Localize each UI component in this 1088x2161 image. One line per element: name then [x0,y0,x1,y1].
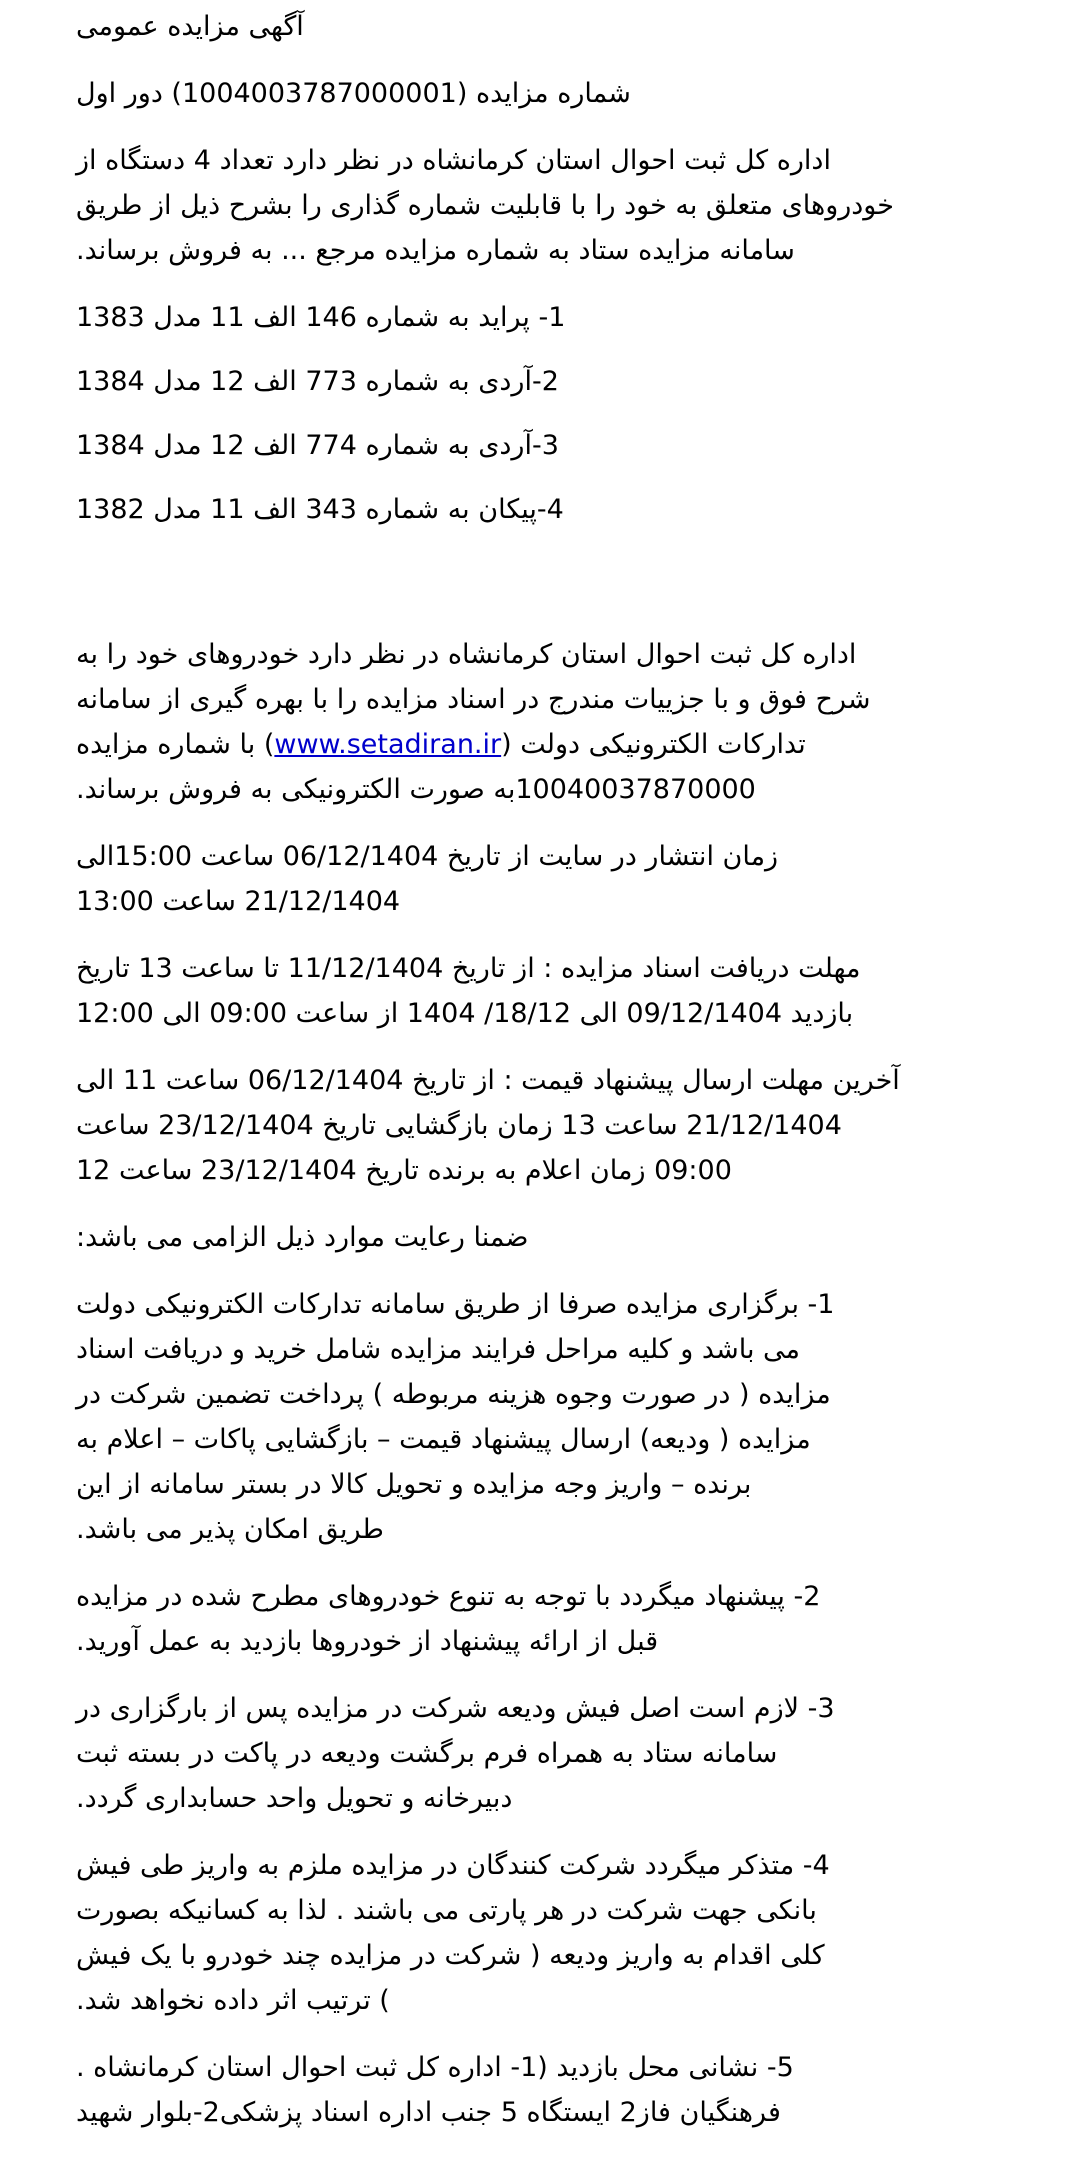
schedule-paragraph [76,834,1046,924]
vehicle-item [76,295,1046,340]
condition-line: برنده – واریز وجه مزایده و تحویل کالا در بستر سامانه از این [76,1469,752,1500]
condition-line: 2- پیشنهاد میگردد با توجه به تنوع خودروهای مطرح شده در مزایده [76,1581,821,1612]
condition-line: ) ترتیب اثر داده نخواهد شد. [76,1985,390,2016]
description-paragraph [76,632,1046,812]
auction-notice-document [76,4,1046,2157]
condition-line: می باشد و کلیه مراحل فرایند مزایده شامل خرید و دریافت اسناد [76,1334,801,1365]
condition-line: 3- لازم است اصل فیش ودیعه شرکت در مزایده پس از بارگزاری در [76,1693,835,1724]
vehicle-line: 4-پیکان به شماره 343 الف 11 مدل 1382 [76,494,564,525]
intro-line: اداره کل ثبت احوال استان کرمانشاه در نظر دارد تعداد 4 دستگاه از [76,145,831,176]
vehicle-line: 3-آردی به شماره 774 الف 12 مدل 1384 [76,430,559,461]
schedule-section [76,834,1046,1193]
description-line [76,722,1046,767]
condition-line: دبیرخانه و تحویل واحد حسابداری گردد. [76,1783,513,1814]
condition-line: مزایده ( در صورت وجوه هزینه مربوطه ) پرداخت تضمین شرکت در [76,1379,831,1410]
condition-line: فرهنگیان فاز2 ایستگاه 5 جنب اداره اسناد پزشکی2-بلوار شهید [76,2097,781,2128]
intro-line: سامانه مزایده ستاد به شماره مزایده مرجع ... به فروش برساند. [76,235,795,266]
vehicle-line: 2-آردی به شماره 773 الف 12 مدل 1384 [76,366,559,397]
schedule-line: 21/12/1404 ساعت 13:00 [76,886,401,917]
vehicle-item [76,487,1046,532]
description-line: شرح فوق و با جزییات مندرج در اسناد مزایده را با بهره گیری از سامانه [76,684,871,715]
condition-item [76,2045,1046,2135]
conditions-list [76,1282,1046,2135]
condition-line: قبل از ارائه پیشنهاد از خودروها بازدید به عمل آورید. [76,1626,659,1657]
condition-line: 4- متذکر میگردد شرکت کنندگان در مزایده ملزم به واریز طی فیش [76,1850,830,1881]
schedule-paragraph [76,1058,1046,1193]
condition-line: مزایده ( ودیعه) ارسال پیشنهاد قیمت – بازگشایی پاکات – اعلام به [76,1424,811,1455]
condition-line: سامانه ستاد به همراه فرم برگشت ودیعه در پاکت در بسته ثبت [76,1738,778,1769]
condition-line: بانکی جهت شرکت در هر پارتی می باشند . لذا به کسانیکه بصورت [76,1895,817,1926]
schedule-line: آخرین مهلت ارسال پیشنهاد قیمت : از تاریخ 06/12/1404 ساعت 11 الی [76,1065,900,1096]
condition-item [76,1282,1046,1552]
schedule-line: زمان انتشار در سایت از تاریخ 06/12/1404 ساعت 15:00الی [76,841,779,872]
condition-line: 5- نشانی محل بازدید (1- اداره کل ثبت احوال استان کرمانشاه . [76,2052,794,2083]
schedule-line: مهلت دریافت اسناد مزایده : از تاریخ 11/12/1404 تا ساعت 13 تاریخ [76,953,861,984]
auction-number: شماره مزایده (1004003787000001) دور اول [76,78,631,109]
condition-line: طریق امکان پذیر می باشد. [76,1514,384,1545]
intro-paragraph [76,138,1046,273]
notice-title-block [76,4,1046,49]
schedule-line: 21/12/1404 ساعت 13 زمان بازگشایی تاریخ 23/12/1404 ساعت [76,1110,842,1141]
description-line: اداره کل ثبت احوال استان کرمانشاه در نظر دارد خودروهای خود را به [76,639,857,670]
condition-line: کلی اقدام به واریز ودیعه ( شرکت در مزایده چند خودرو با یک فیش [76,1940,825,1971]
description-text: ) با شماره مزایده [76,729,275,760]
description-line: 10040037870000به صورت الکترونیکی به فروش برساند. [76,774,756,805]
setadiran-link[interactable]: www.setadiran.ir [274,729,502,760]
condition-item [76,1574,1046,1664]
schedule-line: بازدید 09/12/1404 الی 18/12/ 1404 از ساعت 09:00 الی 12:00 [76,998,854,1029]
conditions-heading: ضمنا رعایت موارد ذیل الزامی می باشد: [76,1222,529,1253]
intro-line: خودروهای متعلق به خود را با قابلیت شماره گذاری را بشرح ذیل از طریق [76,190,894,221]
schedule-line: 09:00 زمان اعلام به برنده تاریخ 23/12/1404 ساعت 12 [76,1155,732,1186]
schedule-paragraph [76,946,1046,1036]
description-text: تدارکات الکترونیکی دولت ( [501,729,806,760]
vehicle-line: 1- پراید به شماره 146 الف 11 مدل 1383 [76,302,566,333]
conditions-heading-block [76,1215,1046,1260]
notice-title: آگهی مزایده عمومی [76,11,304,42]
vehicle-item [76,359,1046,404]
vehicle-list [76,295,1046,532]
vehicle-item [76,423,1046,468]
auction-number-block [76,71,1046,116]
condition-item [76,1686,1046,1821]
condition-item [76,1843,1046,2023]
condition-line: 1- برگزاری مزایده صرفا از طریق سامانه تدارکات الکترونیکی دولت [76,1289,835,1320]
